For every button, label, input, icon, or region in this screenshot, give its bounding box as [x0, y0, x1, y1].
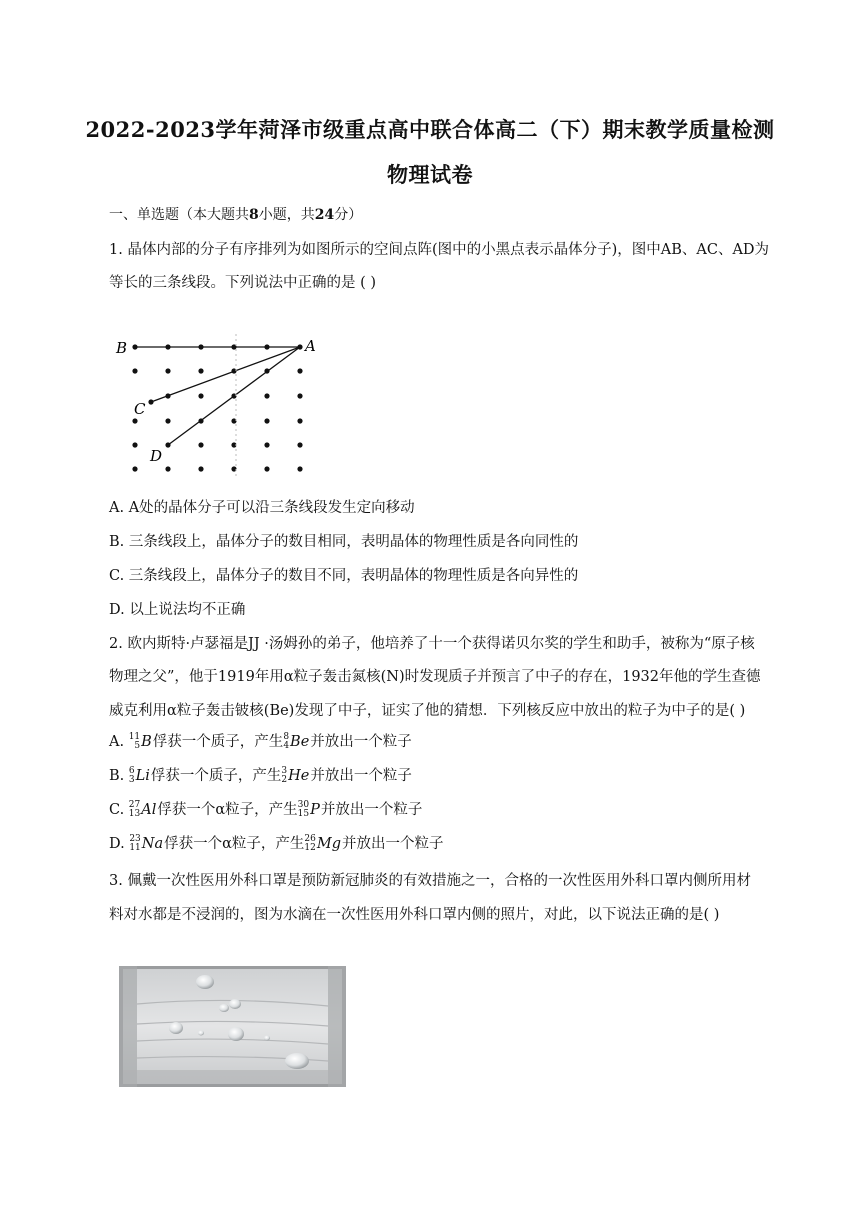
q1-option-c: C. 三条线段上，晶体分子的数目不同，表明晶体的物理性质是各向异性的	[109, 568, 579, 584]
segments	[135, 347, 300, 445]
q3-stem-line1: 3. 佩戴一次性医用外科口罩是预防新冠肺炎的有效措施之一，合格的一次性医用外科口罩内侧所用材	[109, 873, 751, 889]
section-suffix: 分）	[334, 207, 363, 223]
q2-stem-line3: 威克利用α粒子轰击铍核(Be)发现了中子，证实了他的猜想．下列核反应中放出的粒子为中子的是( )	[109, 703, 746, 719]
q2-stem-line1: 2. 欧内斯特·卢瑟福是JJ ·汤姆孙的弟子，他培养了十一个获得诺贝尔奖的学生和助手，被称为“原子核	[109, 636, 755, 652]
q3-stem-line2: 料对水都是不浸润的，图为水滴在一次性医用外科口罩内侧的照片，对此，以下说法正确的是( )	[109, 907, 720, 923]
q1-stem-line1: 1. 晶体内部的分子有序排列为如图所示的空间点阵(图中的小黑点表示晶体分子)，图中AB、AC、AD为	[109, 242, 770, 258]
exam-title-line2: 物理试卷	[387, 162, 473, 187]
section-count: 8	[249, 207, 259, 223]
q1-stem-line2: 等长的三条线段。下列说法中正确的是 ( )	[109, 275, 377, 291]
section-heading	[109, 204, 362, 224]
section-mid: 小题，共	[258, 207, 315, 223]
label-A: A	[305, 337, 316, 355]
q2-option-d: D. 23 11 Na俘获一个α粒子，产生 26 12 Mg并放出一个粒子	[109, 834, 444, 853]
q2-option-c: C. 27 13 Al俘获一个α粒子，产生 30 15 P并放出一个粒子	[109, 800, 423, 819]
q1-option-b: B. 三条线段上，晶体分子的数目相同，表明晶体的物理性质是各向同性的	[109, 534, 579, 550]
crystal-lattice-figure	[112, 330, 334, 480]
label-D: D	[150, 447, 163, 465]
q1-option-d: D. 以上说法均不正确	[109, 602, 246, 618]
mask-water-drops-photo	[119, 966, 346, 1087]
q2-stem-line2: 物理之父”，他于1919年用α粒子轰击氮核(N)时发现质子并预言了中子的存在，1932年他的学生查德	[109, 669, 761, 685]
label-B: B	[116, 339, 128, 357]
q2-option-a: A. 11 5 B俘获一个质子，产生 8 4 Be并放出一个粒子	[109, 732, 412, 751]
q2-option-b: B. 6 3 Li俘获一个质子，产生 3 2 He并放出一个粒子	[109, 766, 412, 785]
q1-option-a: A. A处的晶体分子可以沿三条线段发生定向移动	[109, 500, 415, 516]
section-prefix: 一、单选题（本大题共	[109, 207, 249, 223]
label-C: C	[134, 400, 146, 418]
section-score: 24	[314, 207, 335, 223]
exam-title-line1: 2022-2023学年菏泽市级重点高中联合体高二（下）期末教学质量检测	[85, 117, 775, 142]
